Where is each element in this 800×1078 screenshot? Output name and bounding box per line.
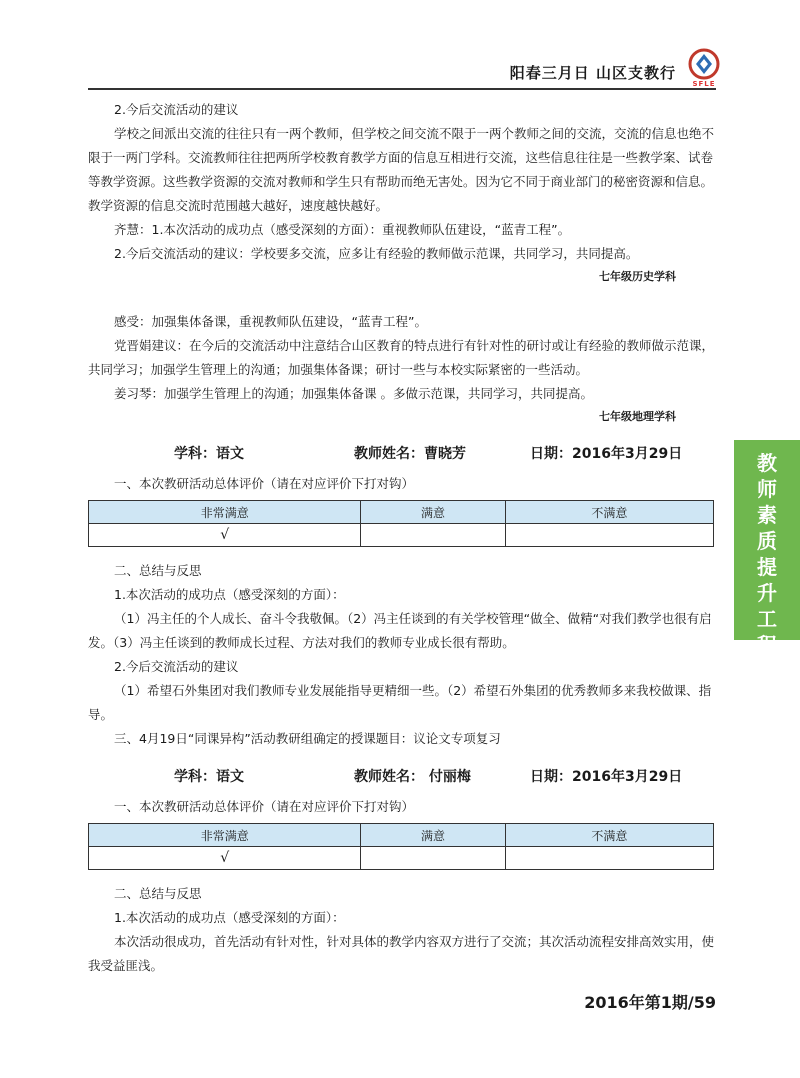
summary-heading: 二、总结与反思 bbox=[114, 886, 202, 901]
eval-heading: 一、本次教研活动总体评价（请在对应评价下打对钩） bbox=[114, 799, 415, 814]
paragraph: 本次活动很成功，首先活动有针对性，针对具体的教学内容双方进行了交流；其次活动流程安排高效实用，使我受益匪浅。 bbox=[88, 934, 715, 973]
record-meta bbox=[88, 765, 716, 789]
advice-heading: 2.今后交流活动的建议 bbox=[114, 659, 239, 674]
side-tab-char: 教 bbox=[757, 451, 777, 475]
side-tab-label bbox=[734, 450, 800, 658]
eval-check-cell bbox=[361, 847, 505, 870]
signature: 七年级历史学科 bbox=[599, 270, 676, 283]
record-date: 日期：2016年3月29日 bbox=[530, 446, 683, 462]
record-teacher: 教师姓名：曹晓芳 bbox=[354, 446, 466, 462]
evaluation-table bbox=[88, 823, 714, 870]
record-subject: 学科：语文 bbox=[174, 446, 244, 462]
section-side-tab bbox=[734, 440, 800, 657]
page-header bbox=[0, 0, 800, 96]
record-date: 日期：2016年3月29日 bbox=[530, 769, 683, 785]
header-title: 阳春三月日 山区支教行 bbox=[509, 64, 676, 82]
paragraph: 姜习琴：加强学生管理上的沟通；加强集体备课 。多做示范课，共同学习，共同提高。 bbox=[114, 386, 593, 401]
signature: 七年级地理学科 bbox=[599, 410, 676, 423]
record-teacher: 教师姓名： 付丽梅 bbox=[354, 769, 471, 785]
eval-col-header: 不满意 bbox=[505, 501, 713, 524]
record-meta bbox=[88, 442, 716, 466]
side-tab-char: 提 bbox=[757, 555, 777, 579]
success-heading: 1.本次活动的成功点（感受深刻的方面）： bbox=[114, 587, 345, 602]
eval-col-header: 满意 bbox=[361, 501, 505, 524]
eval-heading: 一、本次教研活动总体评价（请在对应评价下打对钩） bbox=[114, 476, 415, 491]
paragraph: 党晋娟建议：在今后的交流活动中注意结合山区教育的特点进行有针对性的研讨或让有经验的教师做示范课，共同学习；加强学生管理上的沟通；加强集体备课；研讨一些与本校实际紧密的一些活动。 bbox=[88, 338, 715, 377]
paragraph: 学校之间派出交流的往往只有一两个教师，但学校之间交流不限于一两个教师之间的交流，交流的信息也绝不限于一两门学科。交流教师往往把两所学校教育教学方面的信息互相进行交流，这些信息往往是一些教学案、试卷等教学资源。这些教学资源的交流对教师和学生只有帮助而绝无害处。因为它不同于商业部门的秘密资源和信息。教学资源的信息交流时范围越大越好，速度越快越好。 bbox=[88, 126, 715, 213]
header-rule bbox=[88, 88, 716, 90]
side-tab-char: 师 bbox=[757, 477, 777, 501]
page-content bbox=[88, 98, 716, 978]
paragraph: 2.今后交流活动的建议：学校要多交流，应多让有经验的教师做示范课，共同学习，共同提高。 bbox=[114, 246, 639, 261]
eval-col-header: 非常满意 bbox=[89, 824, 361, 847]
side-tab-char: 素 bbox=[757, 503, 777, 527]
eval-check-cell bbox=[361, 524, 505, 547]
paragraph: 齐慧：1.本次活动的成功点（感受深刻的方面）：重视教师队伍建设，“蓝青工程”。 bbox=[114, 222, 571, 237]
eval-check-cell bbox=[505, 847, 713, 870]
eval-check-cell: √ bbox=[89, 847, 361, 870]
page-footer: 2016年第1期/59 bbox=[584, 993, 716, 1012]
record-subject: 学科：语文 bbox=[174, 769, 244, 785]
side-tab-char: 升 bbox=[757, 581, 777, 605]
evaluation-table bbox=[88, 500, 714, 547]
section-heading: 2.今后交流活动的建议 bbox=[114, 102, 239, 117]
eval-col-header: 非常满意 bbox=[89, 501, 361, 524]
eval-col-header: 不满意 bbox=[505, 824, 713, 847]
eval-col-header: 满意 bbox=[361, 824, 505, 847]
side-tab-char: 质 bbox=[757, 529, 777, 553]
paragraph: 三、4月19日“同课异构”活动教研组确定的授课题目：议论文专项复习 bbox=[114, 731, 501, 746]
summary-heading: 二、总结与反思 bbox=[114, 563, 202, 578]
eval-check-cell bbox=[505, 524, 713, 547]
success-heading: 1.本次活动的成功点（感受深刻的方面）： bbox=[114, 910, 345, 925]
paragraph: 感受：加强集体备课，重视教师队伍建设，“蓝青工程”。 bbox=[114, 314, 427, 329]
paragraph: （1）希望石外集团对我们教师专业发展能指导更精细一些。（2）希望石外集团的优秀教师多来我校做课、指导。 bbox=[88, 683, 712, 722]
eval-check-cell: √ bbox=[89, 524, 361, 547]
side-tab-char: 工 bbox=[757, 607, 777, 631]
side-tab-char: 程 bbox=[757, 633, 777, 657]
paragraph: （1）冯主任的个人成长、奋斗令我敬佩。（2）冯主任谈到的有关学校管理“做全、做精“对我们教学也很有启发。（3）冯主任谈到的教师成长过程、方法对我们的教师专业成长很有帮助。 bbox=[88, 611, 712, 650]
logo-text: SFLE bbox=[692, 80, 716, 88]
